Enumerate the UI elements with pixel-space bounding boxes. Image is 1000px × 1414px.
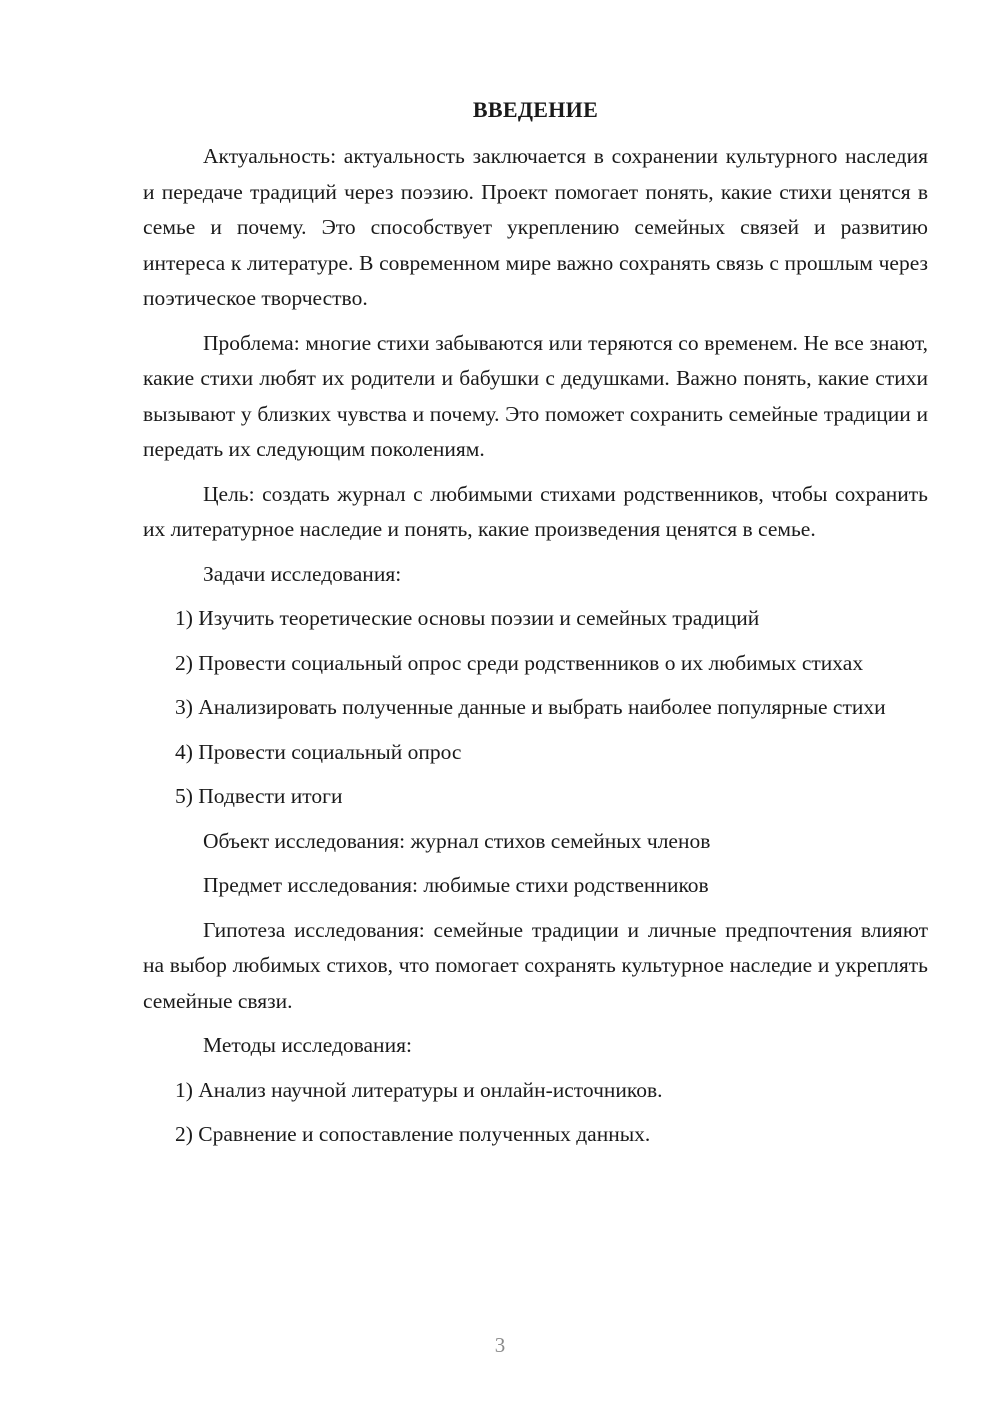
task-item-4: 4) Провести социальный опрос xyxy=(175,739,462,764)
goal-paragraph: Цель: создать журнал с любимыми стихами родственников, чтобы сохранить их литературное наследие и понять, какие произведения ценятся в семье. xyxy=(143,481,928,541)
research-object: Объект исследования: журнал стихов семейных членов xyxy=(203,828,711,853)
method-item-1: 1) Анализ научной литературы и онлайн-источников. xyxy=(175,1077,663,1102)
page-number: 3 xyxy=(494,1333,506,1357)
task-item-3: 3) Анализировать полученные данные и выбрать наиболее популярные стихи xyxy=(175,695,886,719)
section-title: ВВЕДЕНИЕ xyxy=(472,97,599,122)
document-page xyxy=(143,95,928,1162)
problem-paragraph: Проблема: многие стихи забываются или теряются со временем. Не все знают, какие стихи любят их родители и бабушки с дедушками. Важно понять, какие стихи вызывают у близких чувства и почему. Это поможет сохранить семейные традиции и передать их следующим поколениям. xyxy=(143,330,928,461)
tasks-heading: Задачи исследования: xyxy=(203,561,402,586)
method-item-2: 2) Сравнение и сопоставление полученных данных. xyxy=(175,1122,651,1146)
relevance-paragraph: Актуальность: актуальность заключается в сохранении культурного наследия и передаче традиций через поэзию. Проект помогает понять, какие стихи ценятся в семье и почему. Это способствует укреплению семейных связей и развитию интереса к литературе. В современном мире важно сохранять связь с прошлым через поэтическое творчество. xyxy=(143,144,928,310)
methods-heading: Методы исследования: xyxy=(203,1033,412,1057)
hypothesis-paragraph: Гипотеза исследования: семейные традиции и личные предпочтения влияют на выбор любимых стихов, что помогает сохранять культурное наследие и укреплять семейные связи. xyxy=(143,917,928,1013)
task-item-2: 2) Провести социальный опрос среди родственников о их любимых стихах xyxy=(175,650,864,675)
task-item-5: 5) Подвести итоги xyxy=(175,784,343,808)
research-subject: Предмет исследования: любимые стихи родственников xyxy=(203,873,709,897)
task-item-1: 1) Изучить теоретические основы поэзии и семейных традиций xyxy=(175,606,760,630)
